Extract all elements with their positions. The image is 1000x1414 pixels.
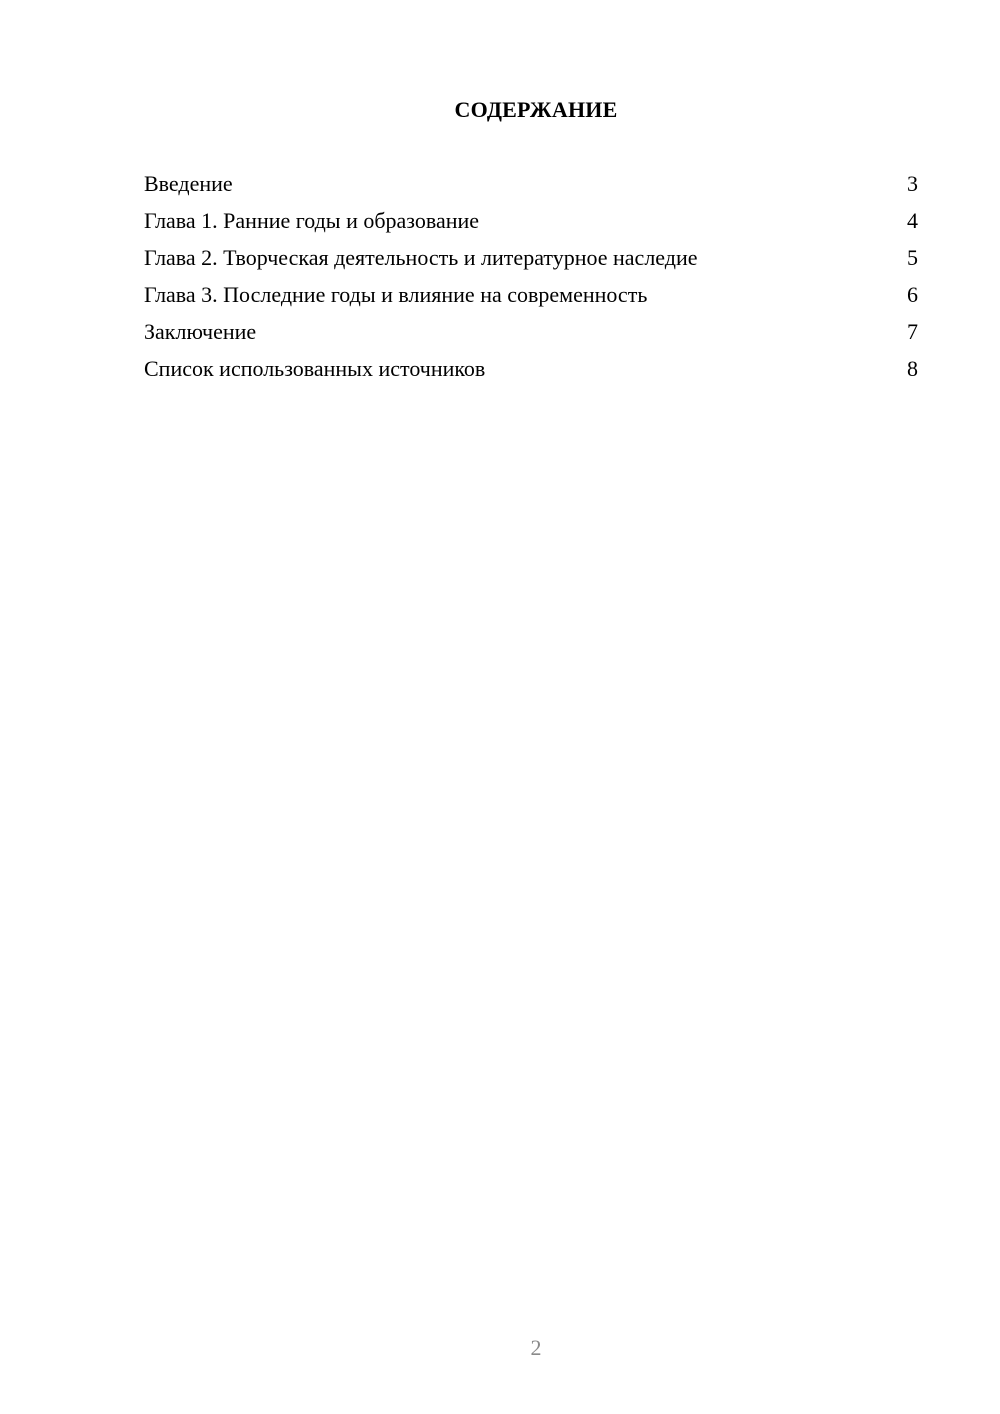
toc-entry-label: Глава 2. Творческая деятельность и литературное наследие xyxy=(144,245,698,270)
toc-entry-introduction xyxy=(144,168,918,205)
toc-entry-conclusion xyxy=(144,316,918,353)
toc-entry-bibliography xyxy=(144,353,918,390)
toc-entry-page: 7 xyxy=(907,319,918,344)
page-number: 2 xyxy=(530,1335,542,1360)
toc-entry-page: 3 xyxy=(907,171,918,196)
toc-entry-label: Список использованных источников xyxy=(144,356,486,381)
toc-entry-chapter-3 xyxy=(144,279,918,316)
toc-entry-label: Введение xyxy=(144,171,233,196)
toc-entry-page: 8 xyxy=(907,356,918,381)
table-of-contents xyxy=(144,168,918,390)
toc-entry-label: Заключение xyxy=(144,319,257,344)
toc-title: СОДЕРЖАНИЕ xyxy=(454,97,618,122)
toc-entry-chapter-2 xyxy=(144,242,918,279)
toc-entry-label: Глава 1. Ранние годы и образование xyxy=(144,208,480,233)
toc-entry-label: Глава 3. Последние годы и влияние на современность xyxy=(144,282,648,307)
toc-entry-page: 5 xyxy=(907,245,918,270)
toc-entry-page: 4 xyxy=(907,208,918,233)
toc-entry-chapter-1 xyxy=(144,205,918,242)
toc-entry-page: 6 xyxy=(907,282,918,307)
